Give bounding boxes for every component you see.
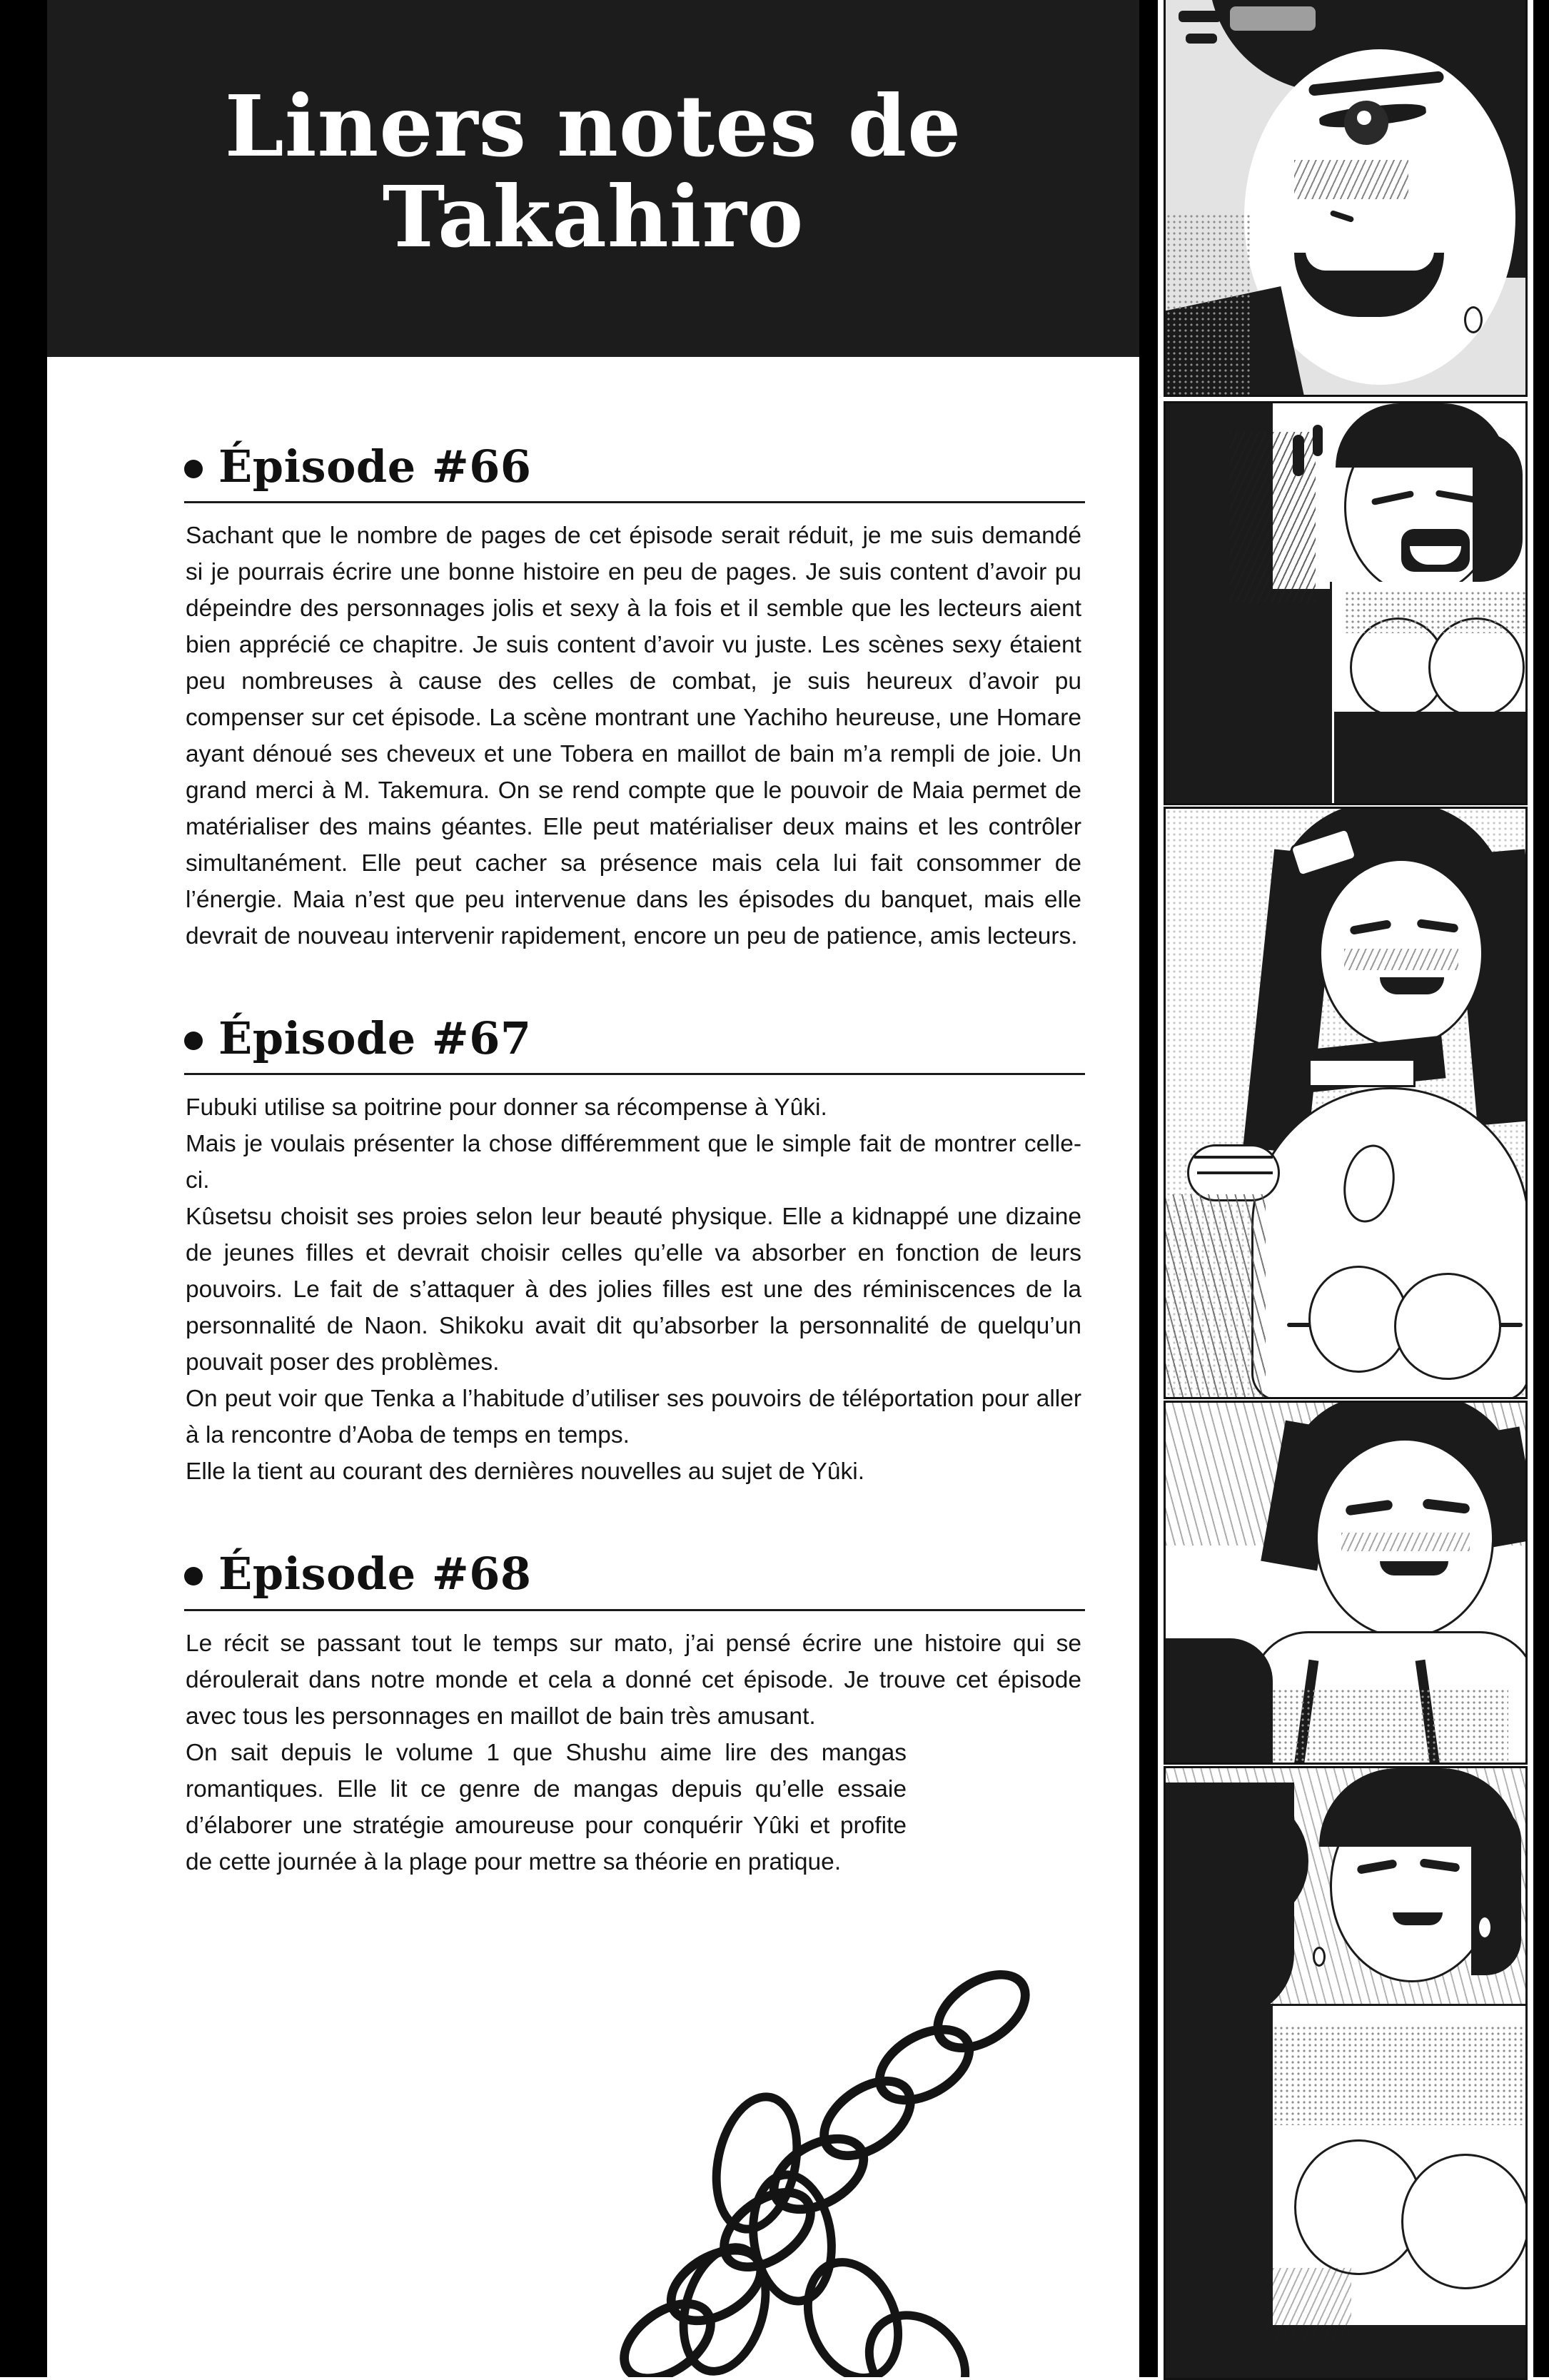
paragraph: On peut voir que Tenka a l’habitude d’utiliser ses pouvoirs de téléportation pour aller à la rencontre d’Aoba de temps en temps. [186,1386,1081,1449]
episode-title: Épisode #68 [218,1548,532,1600]
panel-long-hair-girl-ribbon [1164,807,1528,1399]
manga-panel-strip [1158,0,1533,2377]
bullet-icon [184,1567,203,1585]
title-banner [47,0,1139,357]
section-episode-67 [178,1014,1085,1490]
section-episode-68 [178,1550,1085,1880]
paragraph: Kûsetsu choisit ses proies selon leur beauté physique. Elle a kidnappé une dizaine de jeunes filles et devrait choisir celles qu’elle va absorber en fonction de leurs pouvoirs. Le fait de s’attaquer à des jolies filles est une des réminiscences de la personnalité de Naon. Shikoku avait dit qu’absorber la personnalité de quelqu’un pouvait poser des problèmes. [186,1204,1081,1376]
panel-close-up-smiling-face [1164,0,1528,397]
outer-right-margin-bar [1533,0,1549,2377]
heading-divider [184,501,1085,503]
episode-heading [178,440,1085,493]
heading-divider [184,1609,1085,1611]
bullet-icon [184,1032,203,1050]
chain-illustration [500,1956,1142,2377]
panel-short-hair-girl [1164,1401,1528,1765]
section-episode-66 [178,440,1085,954]
paragraph: Sachant que le nombre de pages de cet épisode serait réduit, je me suis demandé si je pourrais écrire une bonne histoire en peu de pages. Je suis content d’avoir pu dépeindre des personnages jolis et sexy à la fois et il semble que les lecteurs aient bien apprécié ce chapitre. Je suis content d’avoir vu juste. Les scènes sexy étaient peu nombreuses à cause des celles de combat, je suis heureux d’avoir pu compenser sur cet épisode. La scène montrant une Yachiho heureuse, une Homare ayant dénoué ses cheveux et une Tobera en maillot de bain m’a rempli de joie. Un grand merci à M. Takemura. On se rend compte que le pouvoir de Maia permet de matérialiser des mains géantes. Elle peut matérialiser deux mains et les contrôler simultanément. Elle peut cacher sa présence mais cela lui fait consommer de l’énergie. Maia n’est que peu intervenue dans les épisodes du banquet, mais elle devrait de nouveau intervenir rapidement, encore un peu de patience, amis lecteurs. [186,523,1081,950]
paragraph: Mais je voulais présenter la chose différemment que le simple fait de montrer celle-ci. [186,1131,1081,1194]
page-title: Liners notes de Takahiro [224,76,962,266]
bullet-icon [184,460,203,478]
panel-two-figures-embrace [1164,1766,1528,2380]
paragraph: Fubuki utilise sa poitrine pour donner sa récompense à Yûki. [186,1094,827,1121]
paragraph: Le récit se passant tout le temps sur mato, j’ai pensé écrire une histoire qui se déroulerait dans notre monde et cela a donné cet épisode. Je trouve cet épisode avec tous les personnages en maillot de bain très amusant. [186,1630,1081,1730]
episode-title: Épisode #66 [218,440,532,493]
left-margin-bar [0,0,47,2377]
paragraph: Elle la tient au courant des dernières nouvelles au sujet de Yûki. [186,1458,865,1486]
episode-title: Épisode #67 [218,1012,532,1065]
paragraph: On sait depuis le volume 1 que Shushu aime lire des mangas romantiques. Elle lit ce genre de mangas depuis qu’elle essaie d’élaborer une stratégie amoureuse pour conquérir Yûki et profite de cette journée à la plage pour mettre sa théorie en pratique. [186,1739,907,1875]
panel-laughing-girl [1164,401,1528,805]
episode-heading [178,1550,1085,1598]
episode-heading [178,1014,1085,1063]
liner-notes-body [178,440,1085,1893]
heading-divider [184,1073,1085,1075]
